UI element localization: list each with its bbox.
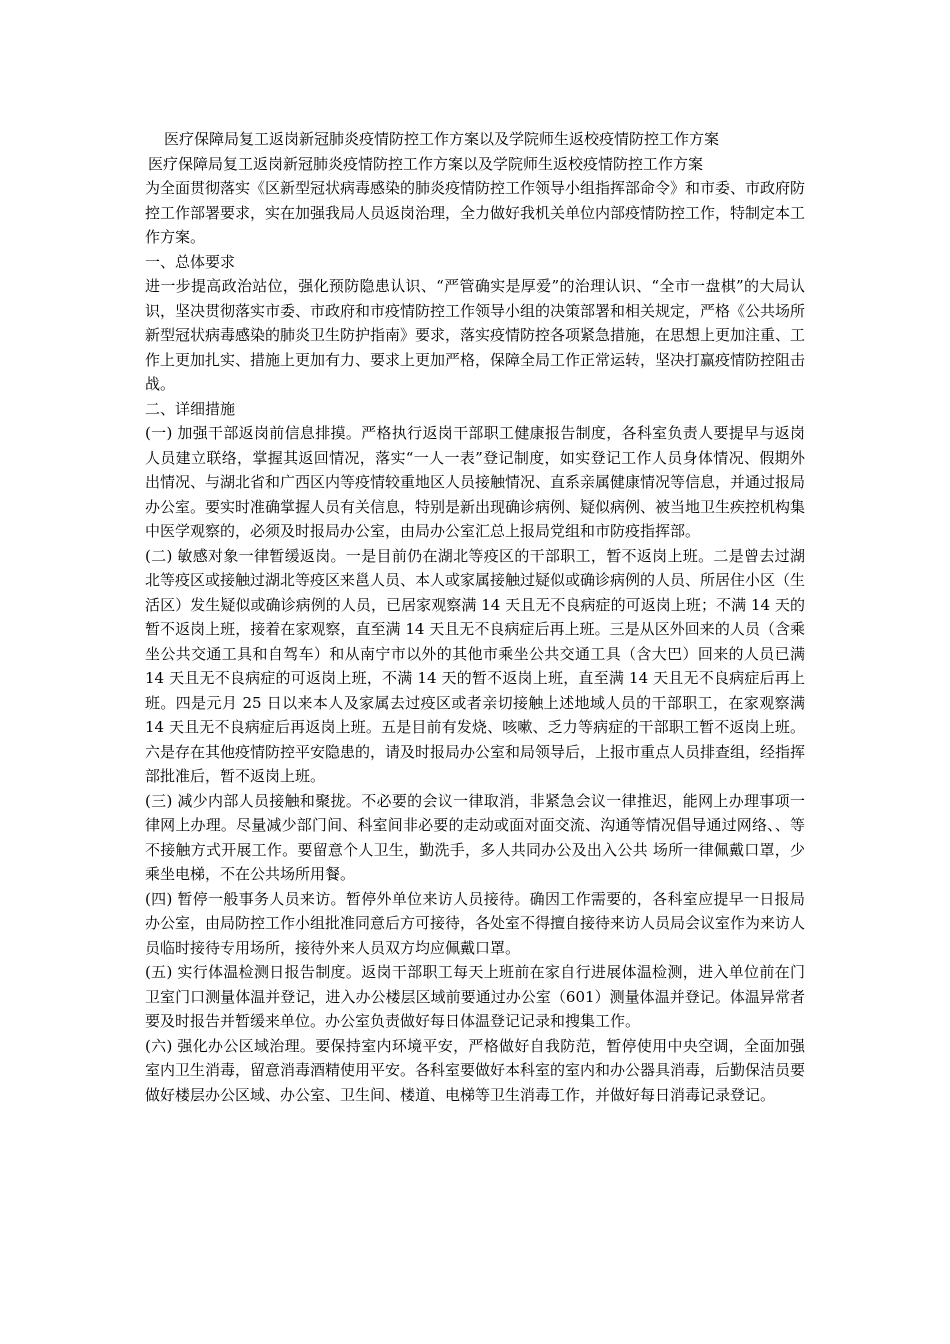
measure-2-paragraph: (二) 敏感对象一律暂缓返岗。一是目前仍在湖北等疫区的干部职工，暂不返岗上班。二是曾去过湖北等疫区或接触过湖北等疫区来邕人员、本人或家属接触过疑似或确诊病例的人员、所居住小区（生活区）发生疑似或确诊病例的人员，已居家观察满 14 天且无不良病症的可返岗上班；不满 14 天的暂不返岗上班，接着在家观察，直至满 14 天且无不良病症后再上班。三是从区外回来的人员（含乘坐公共交通工具和自驾车）和从南宁市以外的其他市乘坐公共交通工具（含大巴）回来的人员已满 14 天且无不良病症的可返岗上班，不满 14 天的暂不返岗上班，直至满 14 天且无不良病症后再上班。四是元月 25 日以来本人及家属去过疫区或者亲切接触上述地域人员的干部职工，在家观察满 14 天且无不良病症后再返岗上班。五是目前有发烧、咳嗽、乏力等病症的干部职工暂不返岗上班。六是存在其他疫情防控平安隐患的，请及时报局办公室和局领导后，上报市重点人员排查组，经指挥部批准后，暂不返岗上班。 [145, 546, 806, 785]
section-heading-general-requirements: 一、总体要求 [145, 252, 236, 271]
document-title: 医疗保障局复工返岗新冠肺炎疫情防控工作方案以及学院师生返校疫情防控工作方案 [164, 130, 720, 148]
document-title-repeat: 医疗保障局复工返岗新冠肺炎疫情防控工作方案以及学院师生返校疫情防控工作方案 [148, 154, 704, 173]
intro-paragraph: 为全面贯彻落实《区新型冠状病毒感染的肺炎疫情防控工作领导小组指挥部命令》和市委、市政府防控工作部署要求，实在加强我局人员返岗治理，全力做好我机关单位内部疫情防控工作，特制定本工作方案。 [145, 179, 806, 246]
measure-1-paragraph: (一) 加强干部返岗前信息排摸。严格执行返岗干部职工健康报告制度，各科室负责人要提早与返岗人员建立联络，掌握其返回情况，落实“一人一表”登记制度，如实登记工作人员身体情况、假期外出情况、与湖北省和广西区内等疫情较重地区人员接触情况、直系亲属健康情况等信息，并通过报局办公室。要实时准确掌握人员有关信息，特别是新出现确诊病例、疑似病例、被当地卫生疾控机构集中医学观察的，必须及时报局办公室，由局办公室汇总上报局党组和市防疫指挥部。 [145, 424, 806, 540]
section-heading-detailed-measures: 二、详细措施 [145, 399, 236, 418]
document-page [145, 127, 805, 1107]
measure-6-paragraph: (六) 强化办公区域治理。要保持室内环境平安，严格做好自我防范，暂停使用中央空调，全面加强室内卫生消毒，留意消毒酒精使用平安。各科室要做好本科室的室内和办公器具消毒，后勤保洁员要做好楼层办公区域、办公室、卫生间、楼道、电梯等卫生消毒工作，并做好每日消毒记录登记。 [145, 1036, 806, 1104]
general-requirements-paragraph: 进一步提高政治站位，强化预防隐患认识、“严管确实是厚爱”的治理认识、“全市一盘棋”的大局认识，坚决贯彻落实市委、市政府和市疫情防控工作领导小组的决策部署和相关规定，严格《公共场所新型冠状病毒感染的肺炎卫生防护指南》要求，落实疫情防控各项紧急措施，在思想上更加注重、工作上更加扎实、措施上更加有力、要求上更加严格，保障全局工作正常运转，坚决打赢疫情防控阻击战。 [145, 277, 806, 393]
measure-5-paragraph: (五) 实行体温检测日报告制度。返岗干部职工每天上班前在家自行进展体温检测，进入单位前在门卫室门口测量体温并登记，进入办公楼层区域前要通过办公室（601）测量体温并登记。体温异常者要及时报告并暂缓来单位。办公室负责做好每日体温登记记录和搜集工作。 [145, 963, 805, 1030]
measure-4-paragraph: (四) 暂停一般事务人员来访。暂停外单位来访人员接待。确因工作需要的，各科室应提早一日报局办公室，由局防控工作小组批准同意后方可接待，各处室不得擅自接待来访人员局会议室作为来访人员临时接待专用场所，接待外来人员双方均应佩戴口罩。 [145, 889, 806, 957]
measure-3-paragraph: (三) 减少内部人员接触和聚拢。不必要的会议一律取消，非紧急会议一律推迟，能网上办理事项一律网上办理。尽量减少部门间、科室间非必要的走动或面对面交流、沟通等情况倡导通过网络、、等不接触方式开展工作。要留意个人卫生，勤洗手，多人共同办公及出入公共 场所一律佩戴口罩，少乘坐电梯，不在公共场所用餐。 [145, 791, 805, 883]
